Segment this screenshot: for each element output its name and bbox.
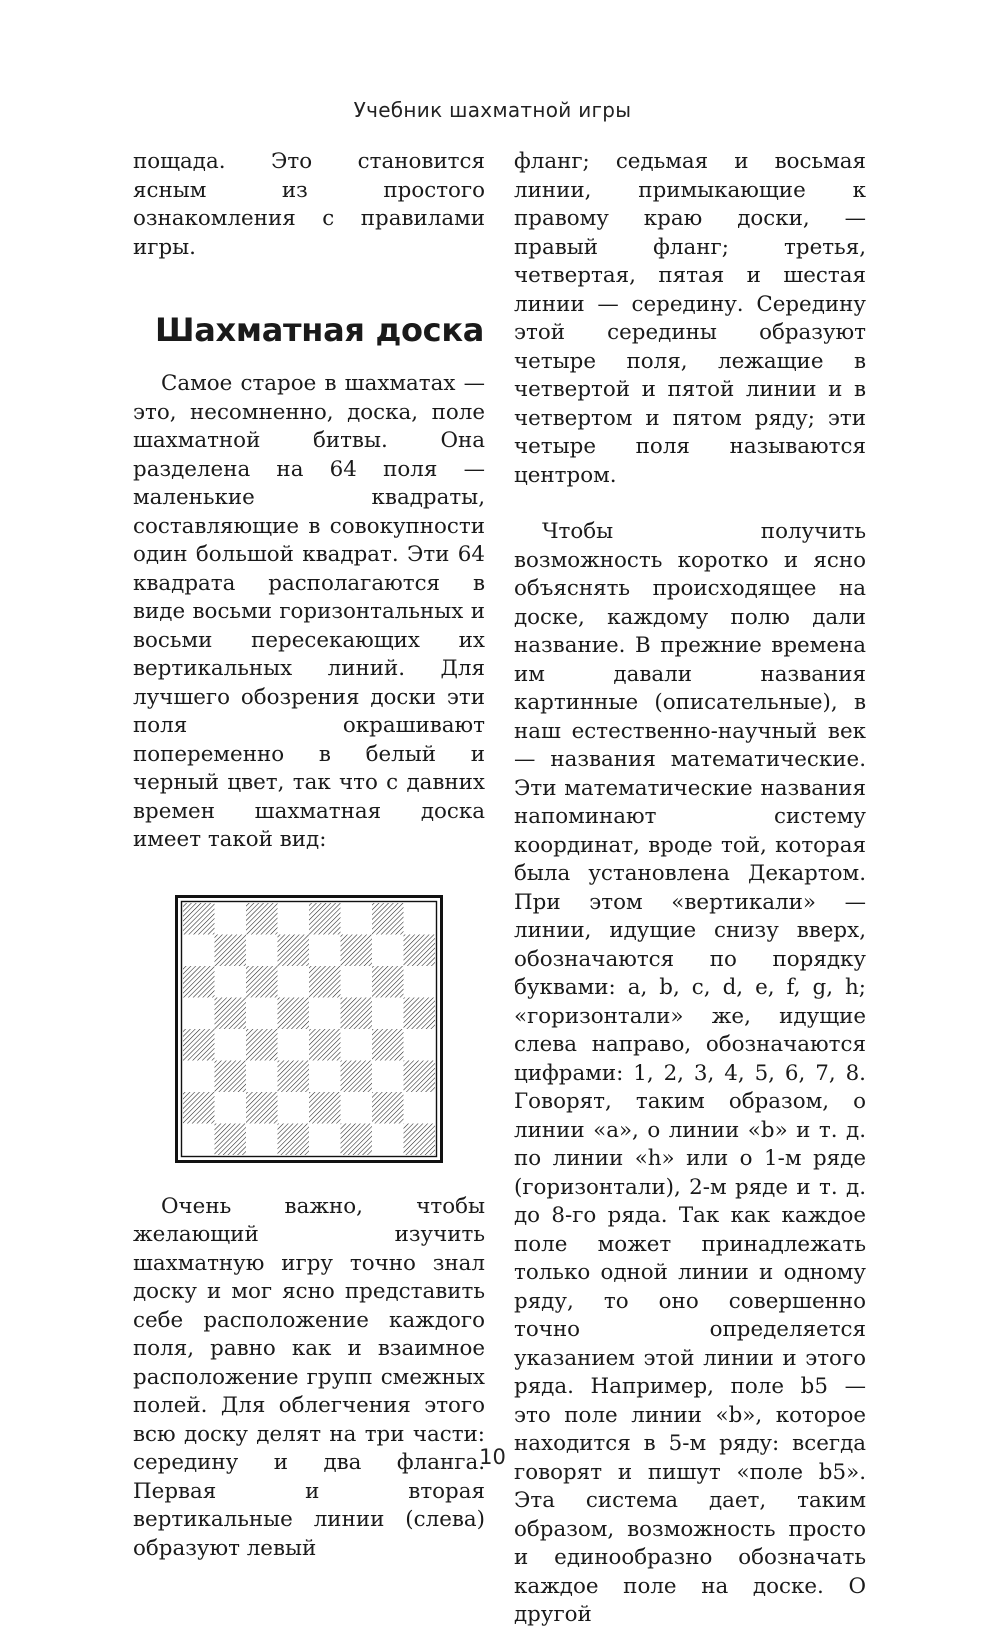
light-square xyxy=(278,1092,310,1124)
light-square xyxy=(183,934,215,966)
light-square xyxy=(215,1029,247,1061)
dark-square xyxy=(183,903,215,935)
paragraph-importance: Очень важно, чтобы желающий изучить шахматную игру точно знал доску и мог ясно представить себе расположение каждого поля, равно как и взаимное расположение групп смежных полей. Для облегчения этого всю доску делят на три части: середину и два фланга. Первая и вторая вертикальные линии (слева) образуют левый xyxy=(133,1193,485,1561)
light-square xyxy=(341,1029,373,1061)
dark-square xyxy=(183,966,215,998)
light-square xyxy=(372,997,404,1029)
light-square xyxy=(372,934,404,966)
light-square xyxy=(404,1092,436,1124)
section-title: Шахматная доска xyxy=(155,311,485,349)
dark-square xyxy=(246,966,278,998)
dark-square xyxy=(372,966,404,998)
light-square xyxy=(278,903,310,935)
dark-square xyxy=(246,903,278,935)
dark-square xyxy=(278,1123,310,1155)
dark-square xyxy=(341,934,373,966)
light-square xyxy=(404,1029,436,1061)
dark-square xyxy=(372,903,404,935)
right-column xyxy=(514,148,866,1630)
chessboard-diagram xyxy=(175,895,443,1163)
light-square xyxy=(215,966,247,998)
page-number: 10 xyxy=(479,1445,506,1469)
light-square xyxy=(246,997,278,1029)
paragraph-notation: Чтобы получить возможность коротко и ясно объяснять происходящее на доске, каждому полю дали название. В прежние времена им давали названия картинные (описательные), в наш естественно-научный век — названия математические. Эти математические названия напоминают систему координат, вроде той, которая была установлена Декартом. При этом «вертикали» — линии, идущие снизу вверх, обозначаются по порядку буквами: a, b, c, d, e, f, g, h; «горизонтали» же, идущие слева направо, обозначаются цифрами: 1, 2, 3, 4, 5, 6, 7, 8. Говорят, таким образом, о линии «a», о линии «b» и т. д. по линии «h» или о 1-м ряде (горизонтали), 2-м ряде и т. д. до 8-го ряда. Так как каждое поле может принадлежать только одной линии и одному ряду, то оно совершенно точно определяется указанием этой линии и этого ряда. Например, поле b5 — это поле линии «b», которое находится в 5-м ряду: всегда говорят и пишут «поле b5». Эта система дает, таким образом, возможность просто и единообразно обозначать каждое поле на доске. О другой xyxy=(514,519,866,1627)
dark-square xyxy=(341,1060,373,1092)
light-square xyxy=(183,1123,215,1155)
dark-square xyxy=(372,1029,404,1061)
light-square xyxy=(341,903,373,935)
light-square xyxy=(183,1060,215,1092)
dark-square xyxy=(404,1123,436,1155)
dark-square xyxy=(404,997,436,1029)
light-square xyxy=(309,1060,341,1092)
light-square xyxy=(246,934,278,966)
light-square xyxy=(309,934,341,966)
light-square xyxy=(215,1092,247,1124)
dark-square xyxy=(341,997,373,1029)
left-column xyxy=(133,148,485,1563)
light-square xyxy=(278,966,310,998)
light-square xyxy=(215,903,247,935)
dark-square xyxy=(309,1092,341,1124)
light-square xyxy=(341,966,373,998)
dark-square xyxy=(215,1060,247,1092)
dark-square xyxy=(404,1060,436,1092)
light-square xyxy=(372,1060,404,1092)
dark-square xyxy=(309,903,341,935)
paragraph-continuation: пощада. Это становится ясным из простого ознакомления с правилами игры. xyxy=(133,149,485,260)
dark-square xyxy=(183,1092,215,1124)
paragraph-flanks: фланг; седьмая и восьмая линии, примыкающие к правому краю доски, — правый фланг; третья, четвертая, пятая и шестая линии — середину. Середину этой середины образуют четыре поля, лежащие в четвертой и пятой линии и в четвертом и пятом ряду; эти четыре поля называются центром. xyxy=(514,149,866,488)
light-square xyxy=(278,1029,310,1061)
dark-square xyxy=(404,934,436,966)
dark-square xyxy=(215,997,247,1029)
dark-square xyxy=(278,997,310,1029)
paragraph-board-intro: Самое старое в шахматах — это, несомненно, доска, поле шахматной битвы. Она разделена на 64 поля — маленькие квадраты, составляющие в совокупности один большой квадрат. Эти 64 квадрата располагаются в виде восьми горизонтальных и восьми пересекающих их вертикальных линий. Для лучшего обозрения доски эти поля окрашивают попеременно в белый и черный цвет, так что с давних времен шахматная доска имеет такой вид: xyxy=(133,371,485,852)
light-square xyxy=(341,1092,373,1124)
dark-square xyxy=(246,1092,278,1124)
dark-square xyxy=(215,934,247,966)
light-square xyxy=(404,903,436,935)
dark-square xyxy=(372,1092,404,1124)
dark-square xyxy=(278,1060,310,1092)
chessboard-figure xyxy=(133,857,485,1193)
dark-square xyxy=(309,966,341,998)
running-header: Учебник шахматной игры xyxy=(353,98,632,122)
dark-square xyxy=(183,1029,215,1061)
light-square xyxy=(309,997,341,1029)
dark-square xyxy=(278,934,310,966)
light-square xyxy=(246,1123,278,1155)
light-square xyxy=(404,966,436,998)
dark-square xyxy=(215,1123,247,1155)
light-square xyxy=(372,1123,404,1155)
dark-square xyxy=(309,1029,341,1061)
dark-square xyxy=(341,1123,373,1155)
light-square xyxy=(309,1123,341,1155)
light-square xyxy=(183,997,215,1029)
dark-square xyxy=(246,1029,278,1061)
light-square xyxy=(246,1060,278,1092)
